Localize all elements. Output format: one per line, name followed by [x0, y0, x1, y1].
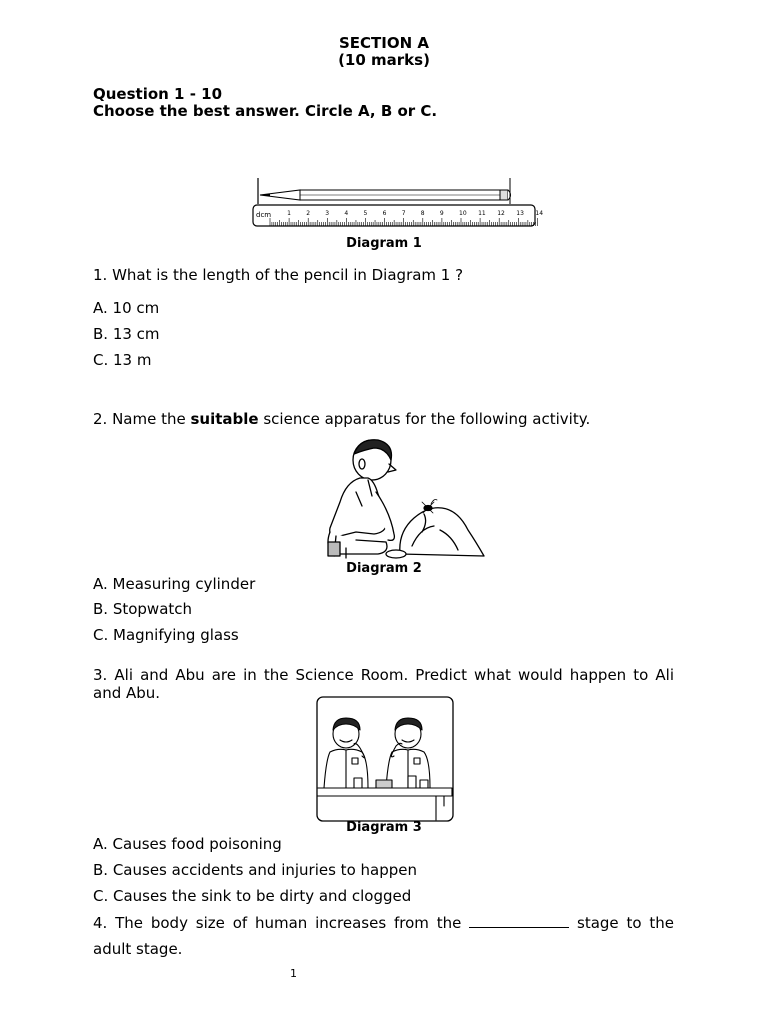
diagram-3-caption: Diagram 3 [346, 820, 422, 835]
ruler-tick-label: 8 [420, 210, 425, 217]
ruler-tick-label: 5 [363, 210, 368, 217]
question-1-option-a[interactable]: A. 10 cm [93, 299, 160, 317]
question-2-option-c[interactable]: C. Magnifying glass [93, 626, 239, 644]
ruler-tick-label: 7 [401, 210, 406, 217]
ruler-tick-label: 10 [459, 210, 467, 217]
question-1-option-c[interactable]: C. 13 m [93, 351, 152, 369]
boys-eating-in-lab-illustration [316, 696, 454, 822]
ruler-tick-label: 14 [535, 210, 544, 217]
ruler-tick-label: 2 [306, 210, 311, 217]
question-4-text: 4. The body size of human increases from the stage to the adult stage. [93, 914, 674, 958]
ruler-tick-label: 11 [478, 210, 486, 217]
emphasis-suitable: suitable [190, 410, 259, 428]
ruler-tick-label: 13 [516, 210, 524, 217]
question-3-option-a[interactable]: A. Causes food poisoning [93, 835, 282, 853]
pencil-ruler-illustration [250, 174, 544, 230]
diagram-2-caption: Diagram 2 [346, 561, 422, 576]
boy-observing-insect-illustration [316, 436, 488, 562]
ruler-tick-label: 3 [325, 210, 330, 217]
question-1-text: 1. What is the length of the pencil in Diagram 1 ? [93, 266, 464, 284]
ruler-tick-label: 6 [382, 210, 387, 217]
question-2-option-a[interactable]: A. Measuring cylinder [93, 575, 256, 593]
question-2-text: 2. Name the suitable science apparatus for the following activity. [93, 410, 591, 428]
answer-blank[interactable] [469, 915, 569, 928]
ruler-tick-label: 12 [497, 210, 505, 217]
diagram-1-pencil-ruler [250, 174, 544, 230]
question-3-text: 3. Ali and Abu are in the Science Room. Predict what would happen to Ali and Abu. [93, 666, 674, 702]
ruler-tick-label: 1 [287, 210, 291, 217]
diagram-2-boy-observing [316, 436, 488, 562]
question-range: Question 1 - 10 [93, 85, 223, 103]
diagram-3-boys-eating [316, 696, 454, 822]
ruler-unit-label: dcm [256, 211, 272, 219]
diagram-1-caption: Diagram 1 [346, 236, 422, 251]
instructions-text: Choose the best answer. Circle A, B or C. [93, 102, 438, 120]
ruler-tick-label: 9 [439, 210, 444, 217]
question-3-option-b[interactable]: B. Causes accidents and injuries to happen [93, 861, 417, 879]
page-number: 1 [290, 967, 297, 980]
question-1-option-b[interactable]: B. 13 cm [93, 325, 160, 343]
question-3-option-c[interactable]: C. Causes the sink to be dirty and clogged [93, 887, 412, 905]
question-2-option-b[interactable]: B. Stopwatch [93, 600, 193, 618]
section-title: SECTION A [338, 34, 429, 52]
section-marks: (10 marks) [338, 51, 430, 69]
ruler-tick-label: 4 [344, 210, 349, 217]
